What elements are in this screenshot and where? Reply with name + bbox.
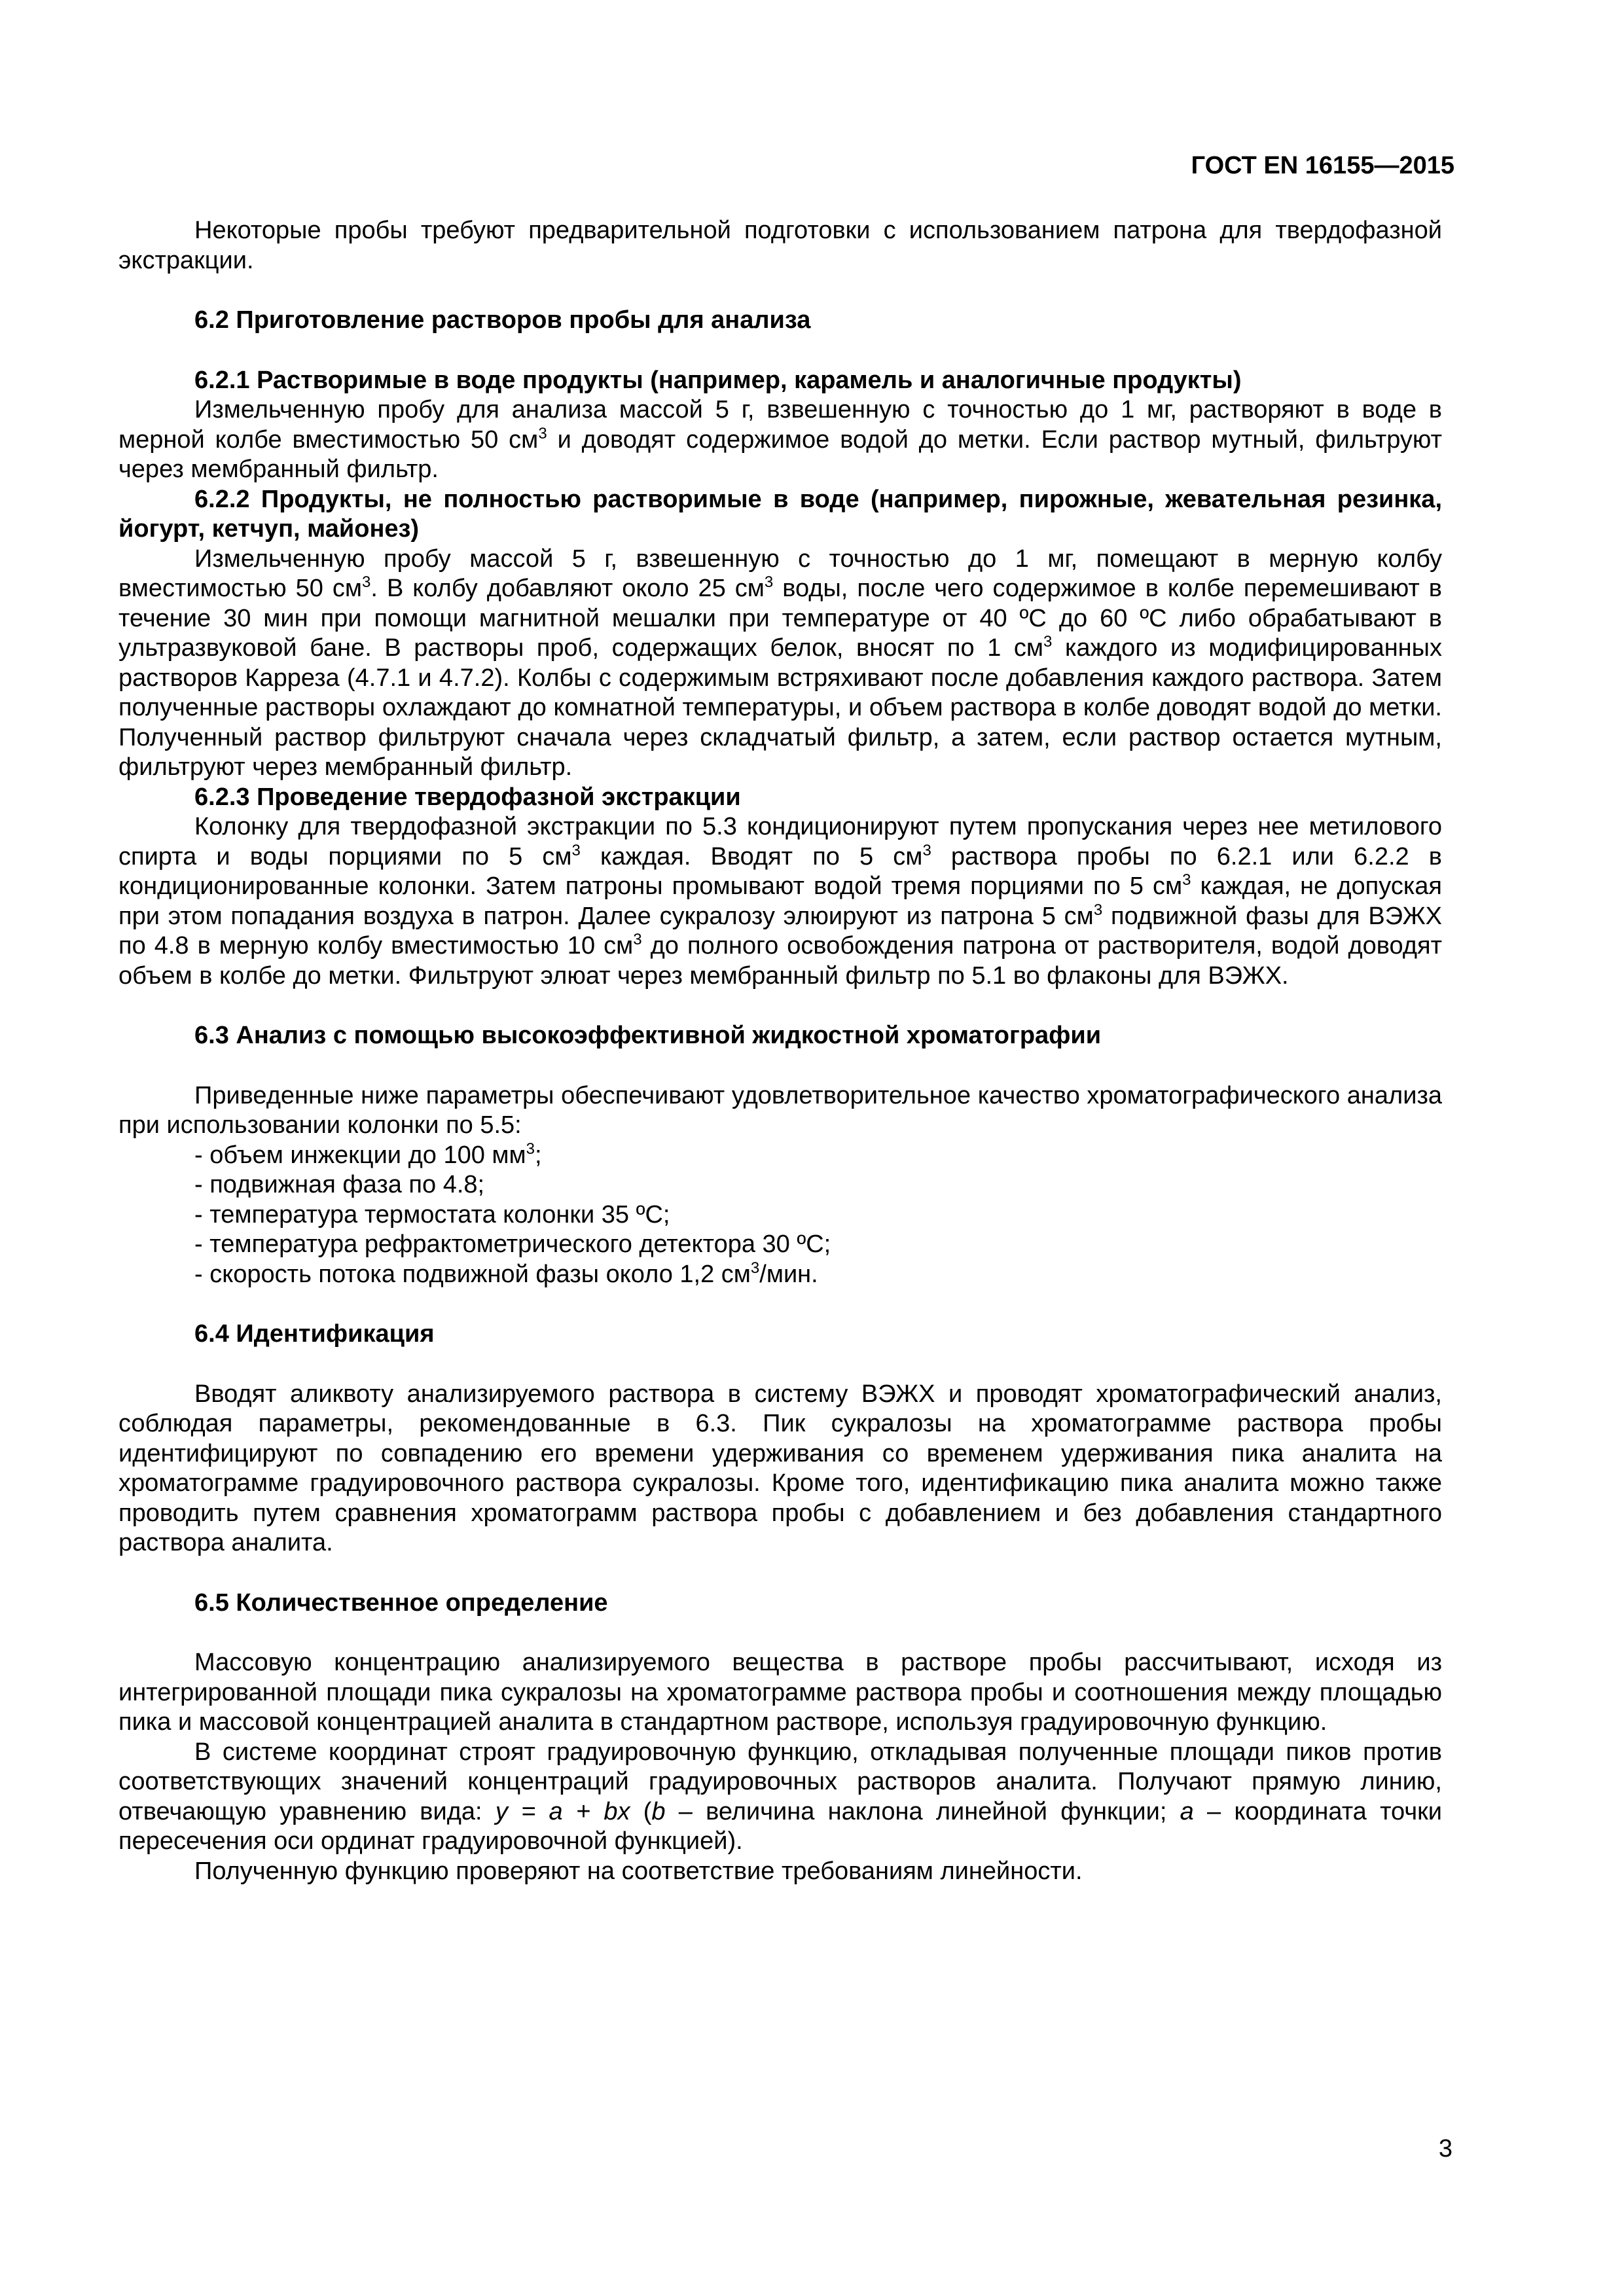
section-6-2-1-paragraph: Измельченную пробу для анализа массой 5 г, взвешенную с точностью до 1 мг, растворяют в воде в мерной колбе вместимостью 50 $см^3$ и доводят содержимое водой до метки. Если раствор мутный, фильтруют через мембранный фильтр. (118, 396, 1442, 483)
list-item: - температура рефрактометрического детектора 30 ºС; (194, 1230, 831, 1258)
section-6-2-1-heading: 6.2.1 Растворимые в воде продукты (например, карамель и аналогичные продукты) (194, 366, 1242, 394)
section-6-5-paragraph-2: В системе координат строят градуировочную функцию, откладывая полученные площади пиков против соответствующих значений концентраций градуировочных растворов аналита. Получают прямую линию, отвечающую уравнению вида: y = a + bx (b – величина наклона линейной функции; a – координата точки пересечения оси ординат градуировочной функцией). (118, 1738, 1442, 1855)
section-6-4-paragraph: Вводят аликвоту анализируемого раствора в систему ВЭЖХ и проводят хроматографический анализ, соблюдая параметры, рекомендованные в 6.3. Пик сукралозы на хроматограмме раствора пробы идентифицируют по совпадению его времени удерживания со временем удерживания пика аналита на хроматограмме градуировочного раствора сукралозы. Кроме того, идентификацию пика аналита можно также проводить путем сравнения хроматограмм раствора пробы с добавлением и без добавления стандартного раствора аналита. (118, 1380, 1442, 1556)
section-6-4-heading: 6.4 Идентификация (194, 1320, 435, 1348)
linear-formula: y = a + bx (495, 1797, 630, 1825)
document-body (118, 216, 1442, 1886)
section-6-2-3-paragraph: Колонку для твердофазной экстракции по 5.3 кондиционируют путем пропускания через нее метилового спирта и воды порциями по 5 $см^3$ каждая. Вводят по 5 $см^3$ раствора пробы по 6.2.1 или 6.2.2 в кондиционированные колонки. Затем патроны промывают водой тремя порциями по 5 $см^3$ каждая, не допуская при этом попадания воздуха в патрон. Далее сукралозу элюируют из патрона 5 $см^3$ подвижной фазы для ВЭЖХ по 4.8 в мерную колбу вместимостью 10 $см^3$ до полного освобождения патрона от растворителя, водой доводят объем в колбе до метки. Фильтруют элюат через мембранный фильтр по 5.1 во флаконы для ВЭЖХ. (118, 813, 1443, 990)
section-6-5-paragraph-3: Полученную функцию проверяют на соответствие требованиям линейности. (194, 1857, 1083, 1885)
page-number: 3 (1438, 2135, 1453, 2162)
section-6-3-intro: Приведенные ниже параметры обеспечивают удовлетворительное качество хроматографического анализа при использовании колонки по 5.5: (118, 1081, 1442, 1139)
section-6-2-heading: 6.2 Приготовление растворов пробы для анализа (194, 306, 811, 334)
section-6-3-heading: 6.3 Анализ с помощью высокоэффективной жидкостной хроматографии (194, 1022, 1102, 1049)
section-6-2-2-heading: 6.2.2 Продукты, не полностью растворимые в воде (например, пирожные, жевательная резинка, йогурт, кетчуп, майонез) (118, 485, 1442, 543)
list-item: - температура термостата колонки 35 ºС; (194, 1200, 670, 1229)
document-id-header: ГОСТ EN 16155—2015 (1191, 152, 1454, 179)
intro-paragraph: Некоторые пробы требуют предварительной подготовки с использованием патрона для твердофазной экстракции. (118, 217, 1442, 274)
list-item: - объем инжекции до 100 $мм^3$; (194, 1139, 542, 1169)
section-6-2-3-heading: 6.2.3 Проведение твердофазной экстракции (194, 783, 741, 811)
section-6-5-heading: 6.5 Количественное определение (194, 1588, 608, 1617)
list-item: - подвижная фаза по 4.8; (194, 1171, 485, 1198)
list-item: - скорость потока подвижной фазы около 1,2 $см^3$/мин. (194, 1259, 818, 1288)
section-6-2-2-paragraph: Измельченную пробу массой 5 г, взвешенную с точностью до 1 мг, помещают в мерную колбу вместимостью 50 $см^3$. В колбу добавляют около 25 $см^3$ воды, после чего содержимое в колбе перемешивают в течение 30 мин при помощи магнитной мешалки при температуре от 40 ºС до 60 ºС либо обрабатывают в ультразвуковой бане. В растворы проб, содержащих белок, вносят по 1 $см^3$ каждого из модифицированных растворов Карреза (4.7.1 и 4.7.2). Колбы с содержимым встряхивают после добавления каждого раствора. Затем полученные растворы охлаждают до комнатной температуры, и объем раствора в колбе доводят водой до метки. Полученный раствор фильтруют сначала через складчатый фильтр, а затем, если раствор остается мутным, фильтруют через мембранный фильтр. (118, 545, 1442, 781)
section-6-5-paragraph-1: Массовую концентрацию анализируемого вещества в растворе пробы рассчитывают, исходя из интегрированной площади пика сукралозы на хроматограмме раствора пробы и соотношения между площадью пика и массовой концентрацией аналита в стандартном растворе, используя градуировочную функцию. (118, 1649, 1442, 1736)
